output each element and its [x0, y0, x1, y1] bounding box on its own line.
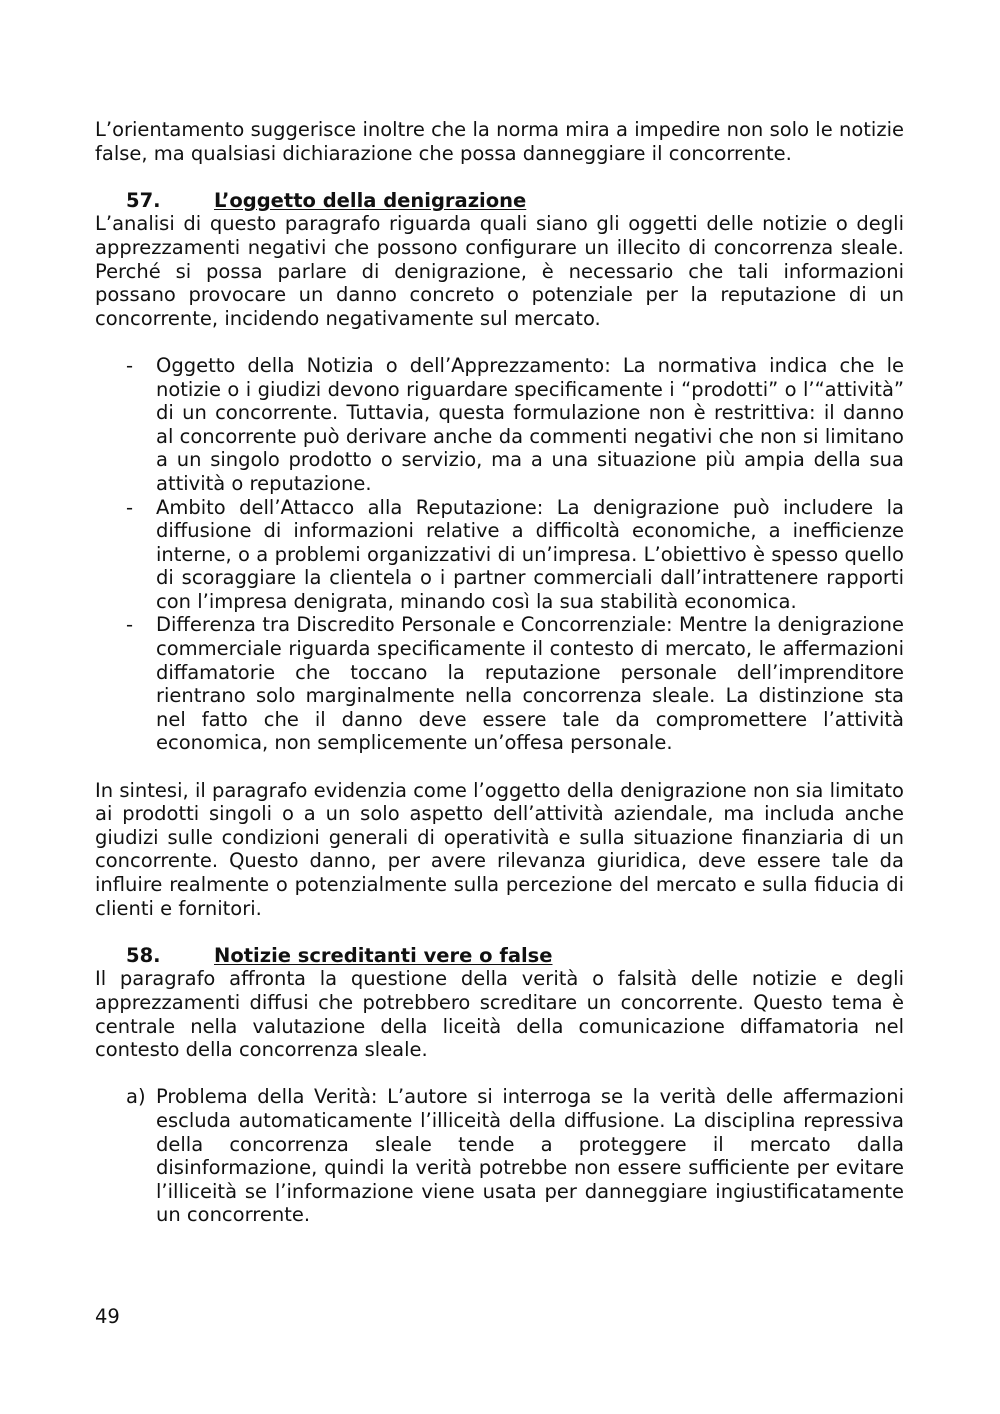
- document-page: [95, 118, 904, 1227]
- section-57-heading: [95, 189, 904, 213]
- list-item-text: Problema della Verità: L’autore si interroga se la verità delle affermazioni escluda automaticamente l’illiceità della diffusione. La disciplina repressiva della concorrenza sleale tende a proteggere il mercato dalla disinformazione, quindi la verità potrebbe non essere sufficiente per evitare l’illiceità se l’informazione viene usata per danneggiare ingiustificatamente un concorrente.: [156, 1085, 904, 1227]
- bullet-item: [95, 496, 904, 614]
- spacer: [95, 755, 904, 779]
- spacer: [95, 1062, 904, 1086]
- section-57-paragraph: L’analisi di questo paragrafo riguarda quali siano gli oggetti delle notizie o degli apprezzamenti negativi che possono configurare un illecito di concorrenza sleale. Perché si possa parlare di denigrazione, è necessario che tali informazioni possano provocare un danno concreto o potenziale per la reputazione di un concorrente, incidendo negativamente sul mercato.: [95, 212, 904, 330]
- bullet-text: Ambito dell’Attacco alla Reputazione: La denigrazione può includere la diffusione di informazioni relative a difficoltà economiche, a inefficienze interne, o a problemi organizzativi di un’impresa. L’obiettivo è spesso quello di scoraggiare la clientela o i partner commerciali dall’intrattenere rapporti con l’impresa denigrata, minando così la sua stabilità economica.: [156, 495, 904, 613]
- section-58-heading: [95, 944, 904, 968]
- bullet-marker: -: [126, 495, 134, 519]
- page-number: 49: [95, 1305, 120, 1328]
- section-57-summary: In sintesi, il paragrafo evidenzia come l’oggetto della denigrazione non sia limitato ai prodotti singoli o a un solo aspetto dell’attività aziendale, ma includa anche giudizi sulle condizioni generali di operatività e sulla situazione finanziaria di un concorrente. Questo danno, per avere rilevanza giuridica, deve essere tale da influire realmente o potenzialmente sulla percezione del mercato e sulla fiducia di clienti e fornitori.: [95, 778, 904, 920]
- spacer: [95, 330, 904, 354]
- section-58-title: Notizie screditanti vere o false: [214, 943, 553, 967]
- section-57-number: 57.: [126, 188, 161, 212]
- spacer: [95, 920, 904, 944]
- bullet-text: Differenza tra Discredito Personale e Concorrenziale: Mentre la denigrazione commerciale riguarda specificamente il contesto di mercato, le affermazioni diffamatorie che toccano la reputazione personale dell’imprenditore rientrano solo marginalmente nella concorrenza sleale. La distinzione sta nel fatto che il danno deve essere tale da compromettere l’attività economica, non semplicemente un’offesa personale.: [156, 613, 904, 755]
- section-57-bullet-list: [95, 354, 904, 755]
- bullet-marker: -: [126, 353, 134, 377]
- bullet-text: Oggetto della Notizia o dell’Apprezzamento: La normativa indica che le notizie o i giudizi devono riguardare specificamente i “prodotti” o l’“attività” di un concorrente. Tuttavia, questa formulazione non è restrittiva: il danno al concorrente può derivare anche da commenti negativi che non si limitano a un singolo prodotto o servizio, ma a una situazione più ampia della sua attività o reputazione.: [156, 353, 904, 495]
- section-58-number: 58.: [126, 943, 161, 967]
- bullet-item: [95, 354, 904, 496]
- bullet-marker: -: [126, 613, 134, 637]
- spacer: [95, 165, 904, 189]
- list-item: [95, 1085, 904, 1227]
- section-58-paragraph: Il paragrafo affronta la questione della verità o falsità delle notizie e degli apprezzamenti diffusi che potrebbero screditare un concorrente. Questo tema è centrale nella valutazione della liceità della comunicazione diffamatoria nel contesto della concorrenza sleale.: [95, 967, 904, 1062]
- intro-paragraph: L’orientamento suggerisce inoltre che la norma mira a impedire non solo le notizie false, ma qualsiasi dichiarazione che possa danneggiare il concorrente.: [95, 118, 904, 165]
- section-57-title: L’oggetto della denigrazione: [214, 188, 527, 212]
- bullet-item: [95, 613, 904, 755]
- section-58-list: [95, 1085, 904, 1227]
- list-marker: a): [126, 1085, 146, 1109]
